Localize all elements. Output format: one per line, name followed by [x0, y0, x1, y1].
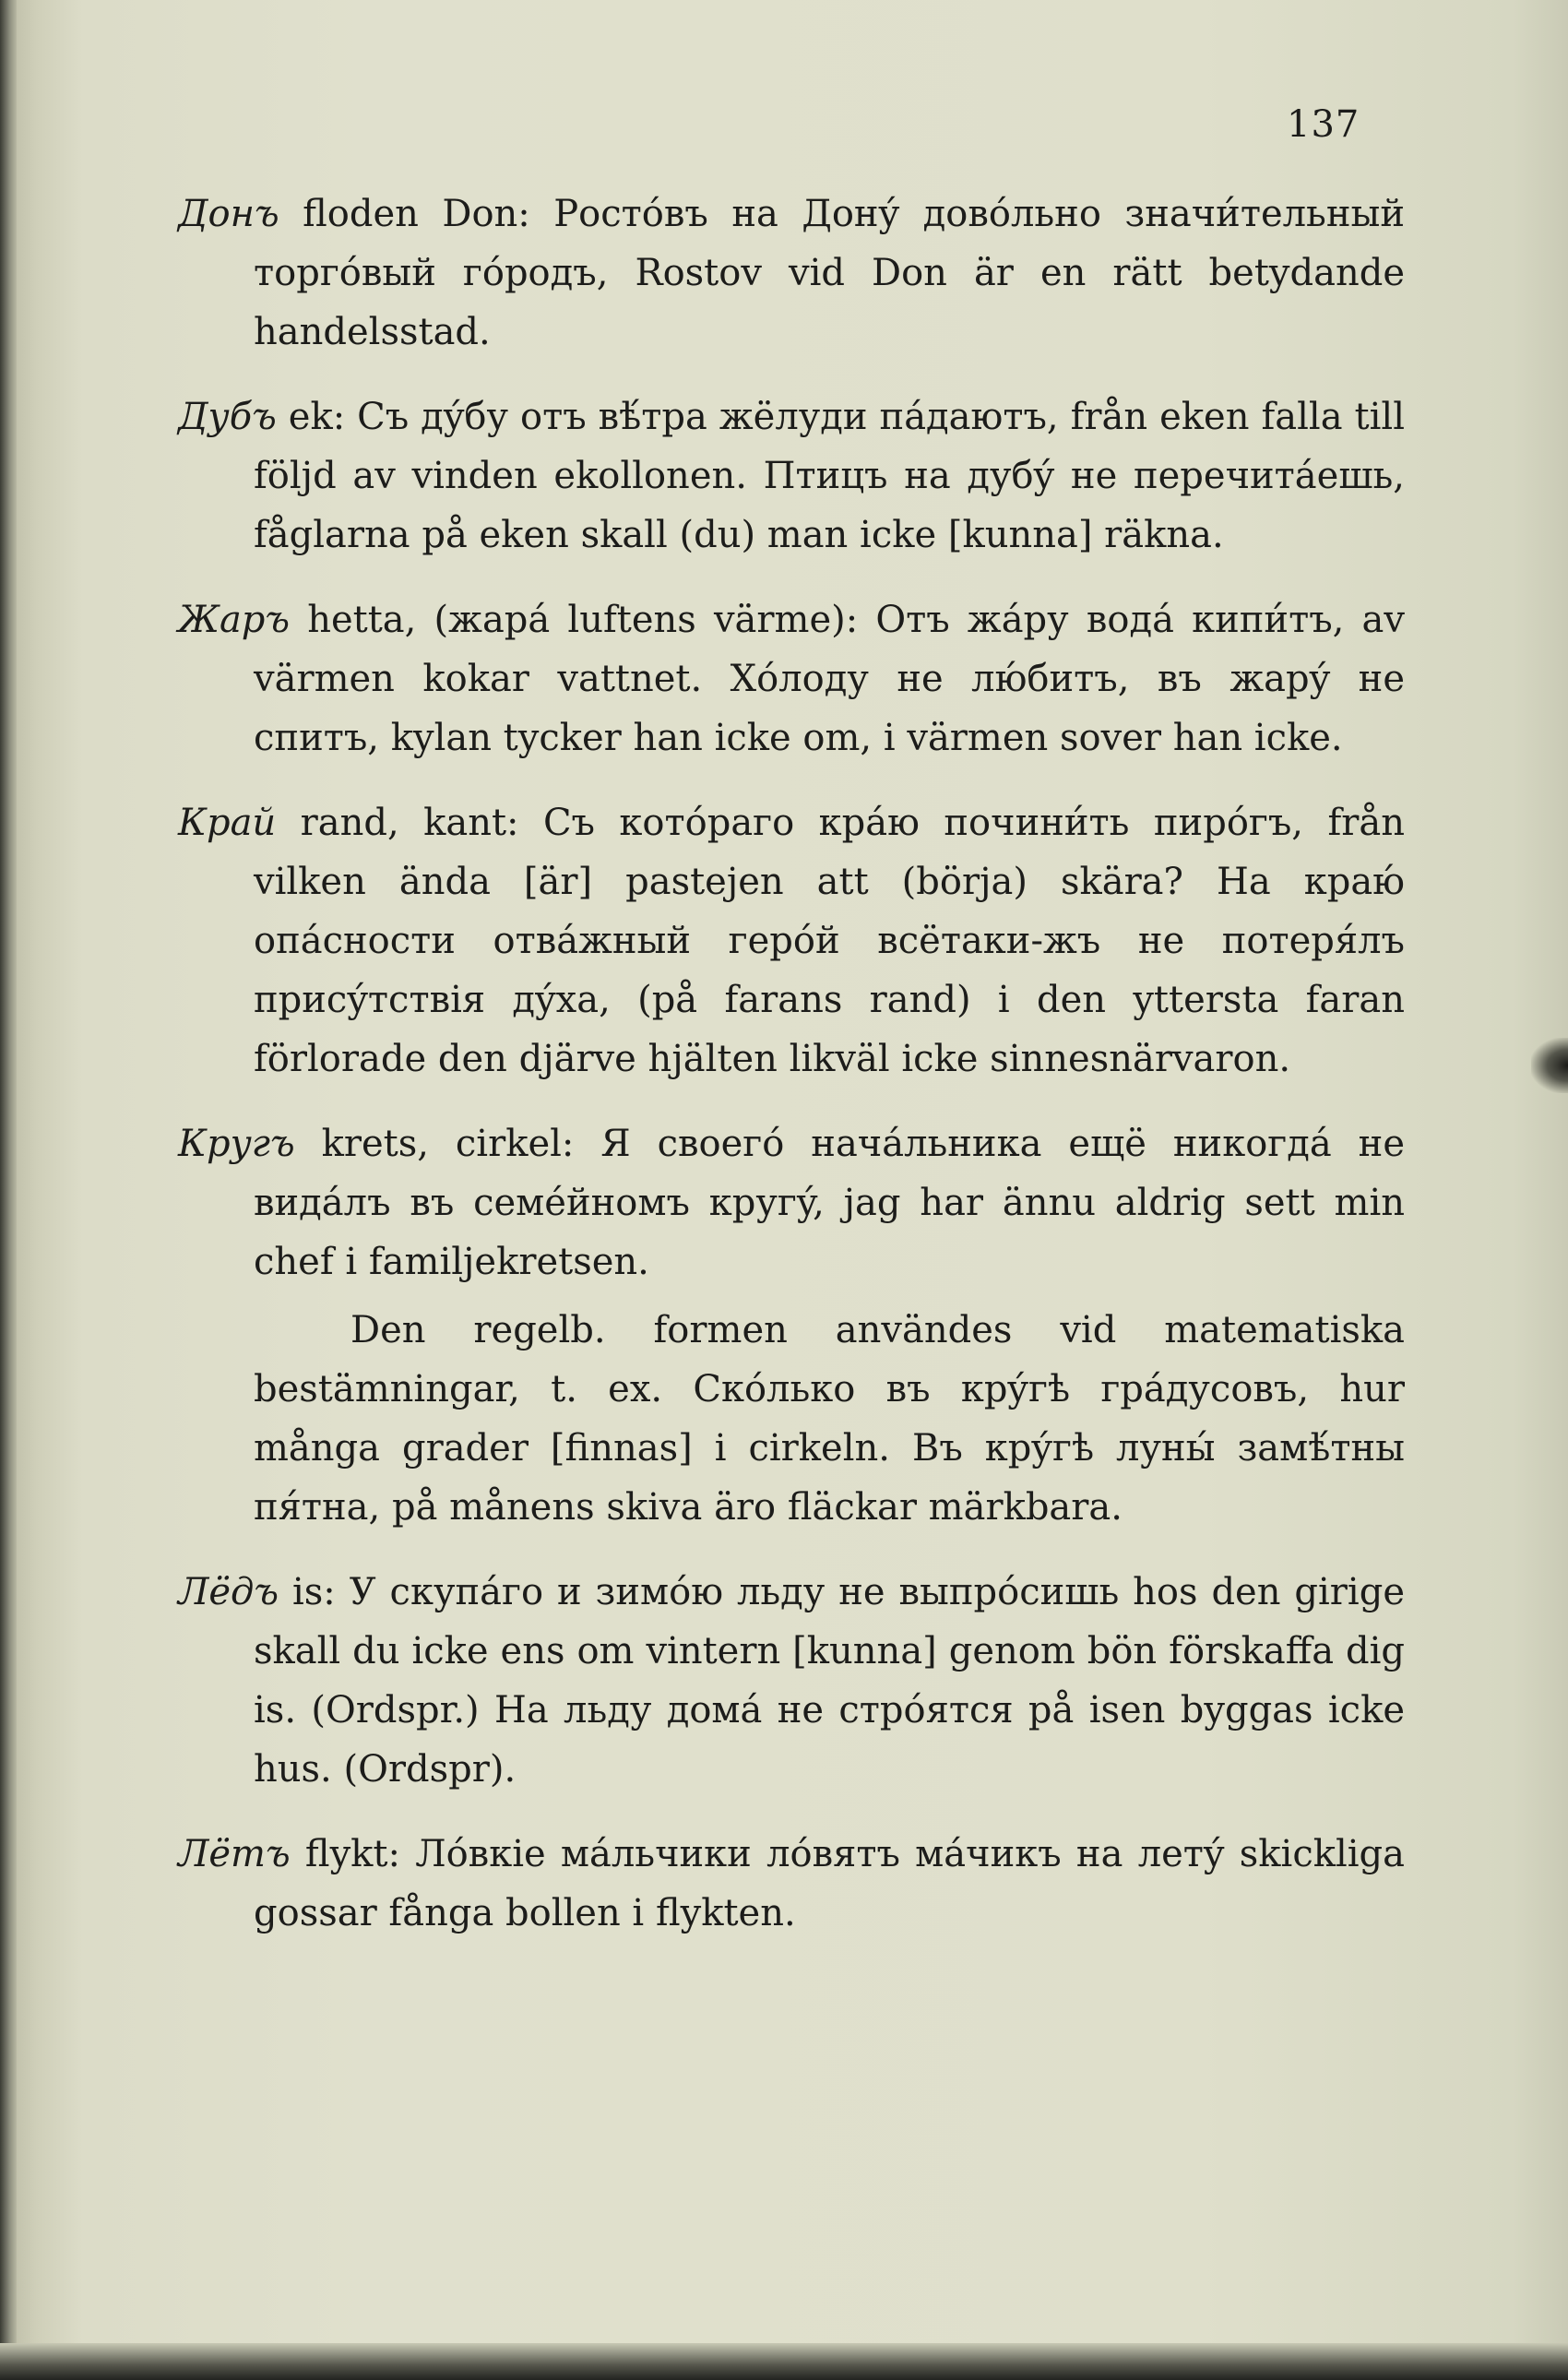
entry-body: is: У скупáго и зимóю льду не выпрóсишь hos den girige skall du icke ens om vintern [kunna] genom bön förskaffa dig is. (Ordspr.) На льду домá не стрóятся på isen byggas icke hus. (Ordspr).: [254, 1571, 1405, 1791]
entry-lyot: [178, 1825, 1405, 1943]
entry-body: rand, kant: Съ котóраго крáю почини́ть пирóгъ, från vilken ända [är] pastejen att (börja) skära? На краю́ опáсности отвáжный герóй всётаки-жъ не потеря́лъ присýтствія дýха, (på farans rand) i den yttersta faran förlorade den djärve hjälten likväl icke sinnesnärvaron.: [254, 802, 1405, 1080]
entry-headword: Жаръ: [178, 599, 291, 641]
entry-body: floden Don: Ростóвъ на Донý довóльно значи́тельный торгóвый гóродъ, Rostov vid Don är en rätt betydande handelsstad.: [254, 193, 1405, 353]
entry-dub: [178, 387, 1405, 565]
page-number: 137: [1287, 103, 1360, 146]
entry-body: ek: Съ дýбу отъ вѣ́тра жёлуди пáдаютъ, från eken falla till följd av vinden ekollonen. Птицъ на дубý не перечитáешь, fåglarna på eken skall (du) man icke [kunna] räkna.: [254, 396, 1405, 556]
entry-headword: Край: [178, 802, 277, 844]
entry-body: krets, cirkel: Я своегó начáльника ещё никогдá не видáлъ въ семéйномъ кругý, jag har ännu aldrig sett min chef i familjekretsen.: [254, 1123, 1405, 1283]
entry-krug: [178, 1114, 1405, 1537]
entry-don: [178, 184, 1405, 362]
dictionary-text: [178, 184, 1405, 1969]
entry-headword: Лёдъ: [178, 1571, 279, 1613]
entry-body: flykt: Лóвкіе мáльчики лóвятъ мáчикъ на летý skickliga gossar fånga bollen i flykten.: [254, 1833, 1405, 1934]
page-edge-shadow: [1531, 1038, 1568, 1093]
entry-zhar: [178, 590, 1405, 768]
page-bottom-shadow: [0, 2343, 1568, 2380]
entry-headword: Дубъ: [178, 396, 277, 438]
entry-lyod: [178, 1563, 1405, 1799]
entry-body: hetta, (жарá luftens värme): Отъ жáру водá кипи́тъ, av värmen kokar vattnet. Хóлоду не лю́битъ, въ жарý не спитъ, kylan tycker han icke om, i värmen sover han icke.: [254, 599, 1405, 759]
entry-krai: [178, 793, 1405, 1089]
page-binding-shadow: [0, 0, 17, 2380]
entry-headword: Лётъ: [178, 1833, 291, 1875]
entry-headword: Донъ: [178, 193, 279, 235]
entry-continuation: Den regelb. formen användes vid matematiska bestämningar, t. ex. Скóлько въ крýгѣ грáдусовъ, hur många grader [finnas] i cirkeln. Въ крýгѣ луны́ замѣ́тны пя́тна, på månens skiva äro fläckar märkbara.: [254, 1309, 1405, 1529]
entry-headword: Кругъ: [178, 1123, 295, 1165]
